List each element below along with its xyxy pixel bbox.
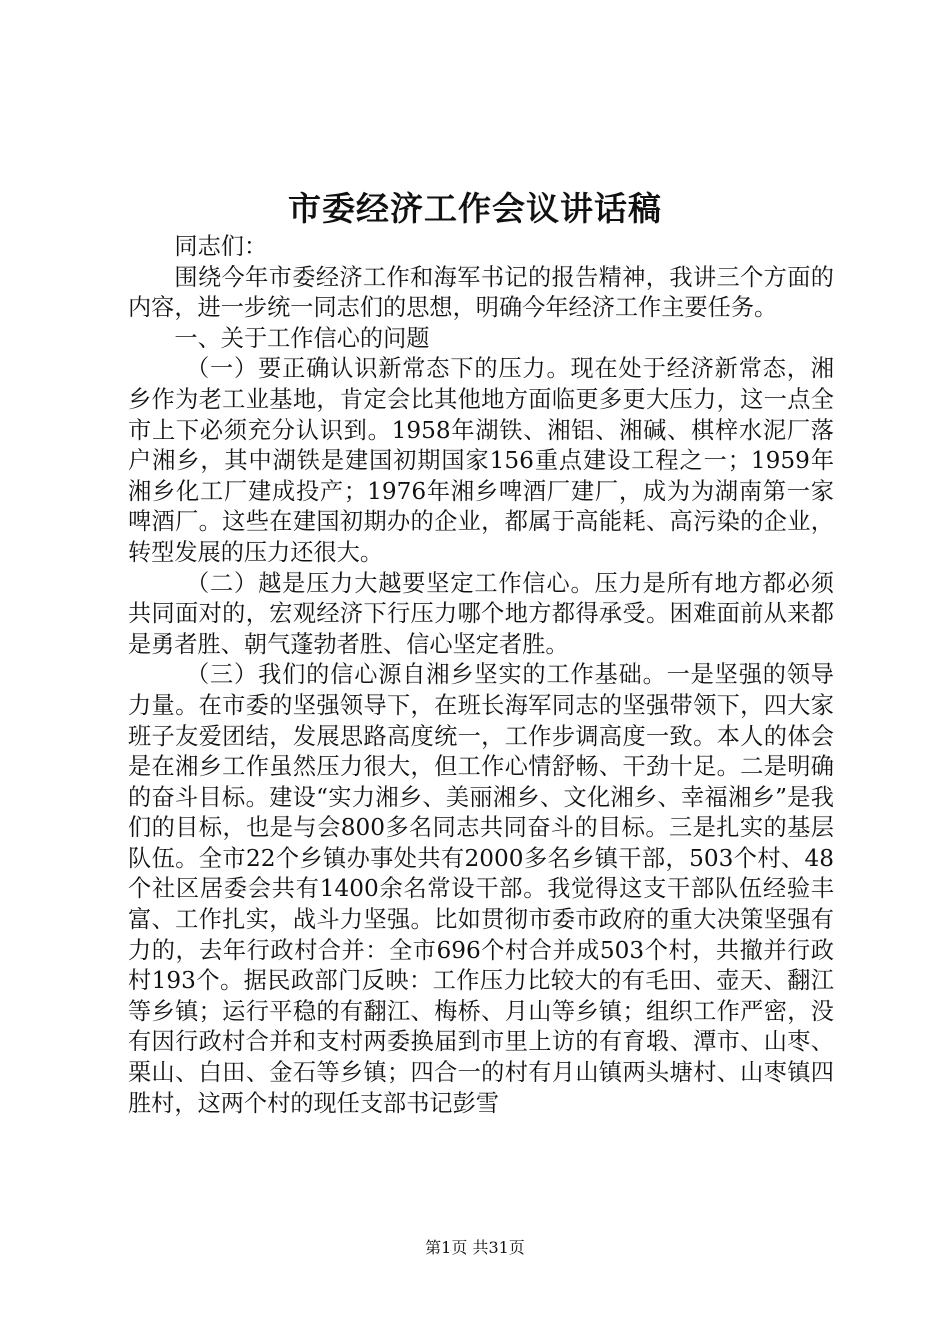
section-heading: 一、关于工作信心的问题 xyxy=(174,324,430,352)
document-title: 市委经济工作会议讲话稿 xyxy=(288,189,662,228)
body-paragraph: （三）我们的信心源自湘乡坚实的工作基础。一是坚强的领导力量。在市委的坚强领导下，在班长海军同志的坚强带领下，四大家班子友爱团结，发展思路高度统一，工作步调高度一致。本人的体会是在湘乡工作虽然压力很大，但工作心情舒畅、干劲十足。二是明确的奋斗目标。建设“实力湘乡、美丽湘乡、文化湘乡、幸福湘乡”是我们的目标，也是与会800多名同志共同奋斗的目标。三是扎实的基层队伍。全市22个乡镇办事处共有2000多名乡镇干部，503个村、48个社区居委会共有1400余名常设干部。我觉得这支干部队伍经验丰富、工作扎实，战斗力坚强。比如贯彻市委市政府的重大决策坚强有力的，去年行政村合并：全市696个村合并成503个村，共撤并行政村193个。据民政部门反映：工作压力比较大的有毛田、壶天、翻江等乡镇；运行平稳的有翻江、梅桥、月山等乡镇；组织工作严密，没有因行政村合并和支村两委换届到市里上访的有育塅、潭市、山枣、栗山、白田、金石等乡镇；四合一的村有月山镇两头塘村、山枣镇四胜村，这两个村的现任支部书记彭雪 xyxy=(128,661,834,1117)
body-paragraph: （二）越是压力大越要坚定工作信心。压力是所有地方都必须共同面对的，宏观经济下行压力哪个地方都得承受。困难面前从来都是勇者胜、朝气蓬勃者胜、信心坚定者胜。 xyxy=(128,569,834,658)
intro-paragraph: 围绕今年市委经济工作和海军书记的报告精神，我讲三个方面的内容，进一步统一同志们的思想，明确今年经济工作主要任务。 xyxy=(128,263,834,322)
page-number-footer: 第1页 共31页 xyxy=(425,1238,525,1257)
salutation-paragraph: 同志们： xyxy=(174,233,268,260)
body-paragraph: （一）要正确认识新常态下的压力。现在处于经济新常态，湘乡作为老工业基地，肯定会比其他地方面临更多更大压力，这一点全市上下必须充分认识到。1958年湖铁、湘铝、湘碱、棋梓水泥厂落户湘乡，其中湖铁是建国初期国家156重点建设工程之一；1959年湘乡化工厂建成投产；1976年湘乡啤酒厂建厂，成为为湖南第一家啤酒厂。这些在建国初期办的企业，都属于高能耗、高污染的企业，转型发展的压力还很大。 xyxy=(128,355,834,566)
document-body xyxy=(128,232,834,1119)
